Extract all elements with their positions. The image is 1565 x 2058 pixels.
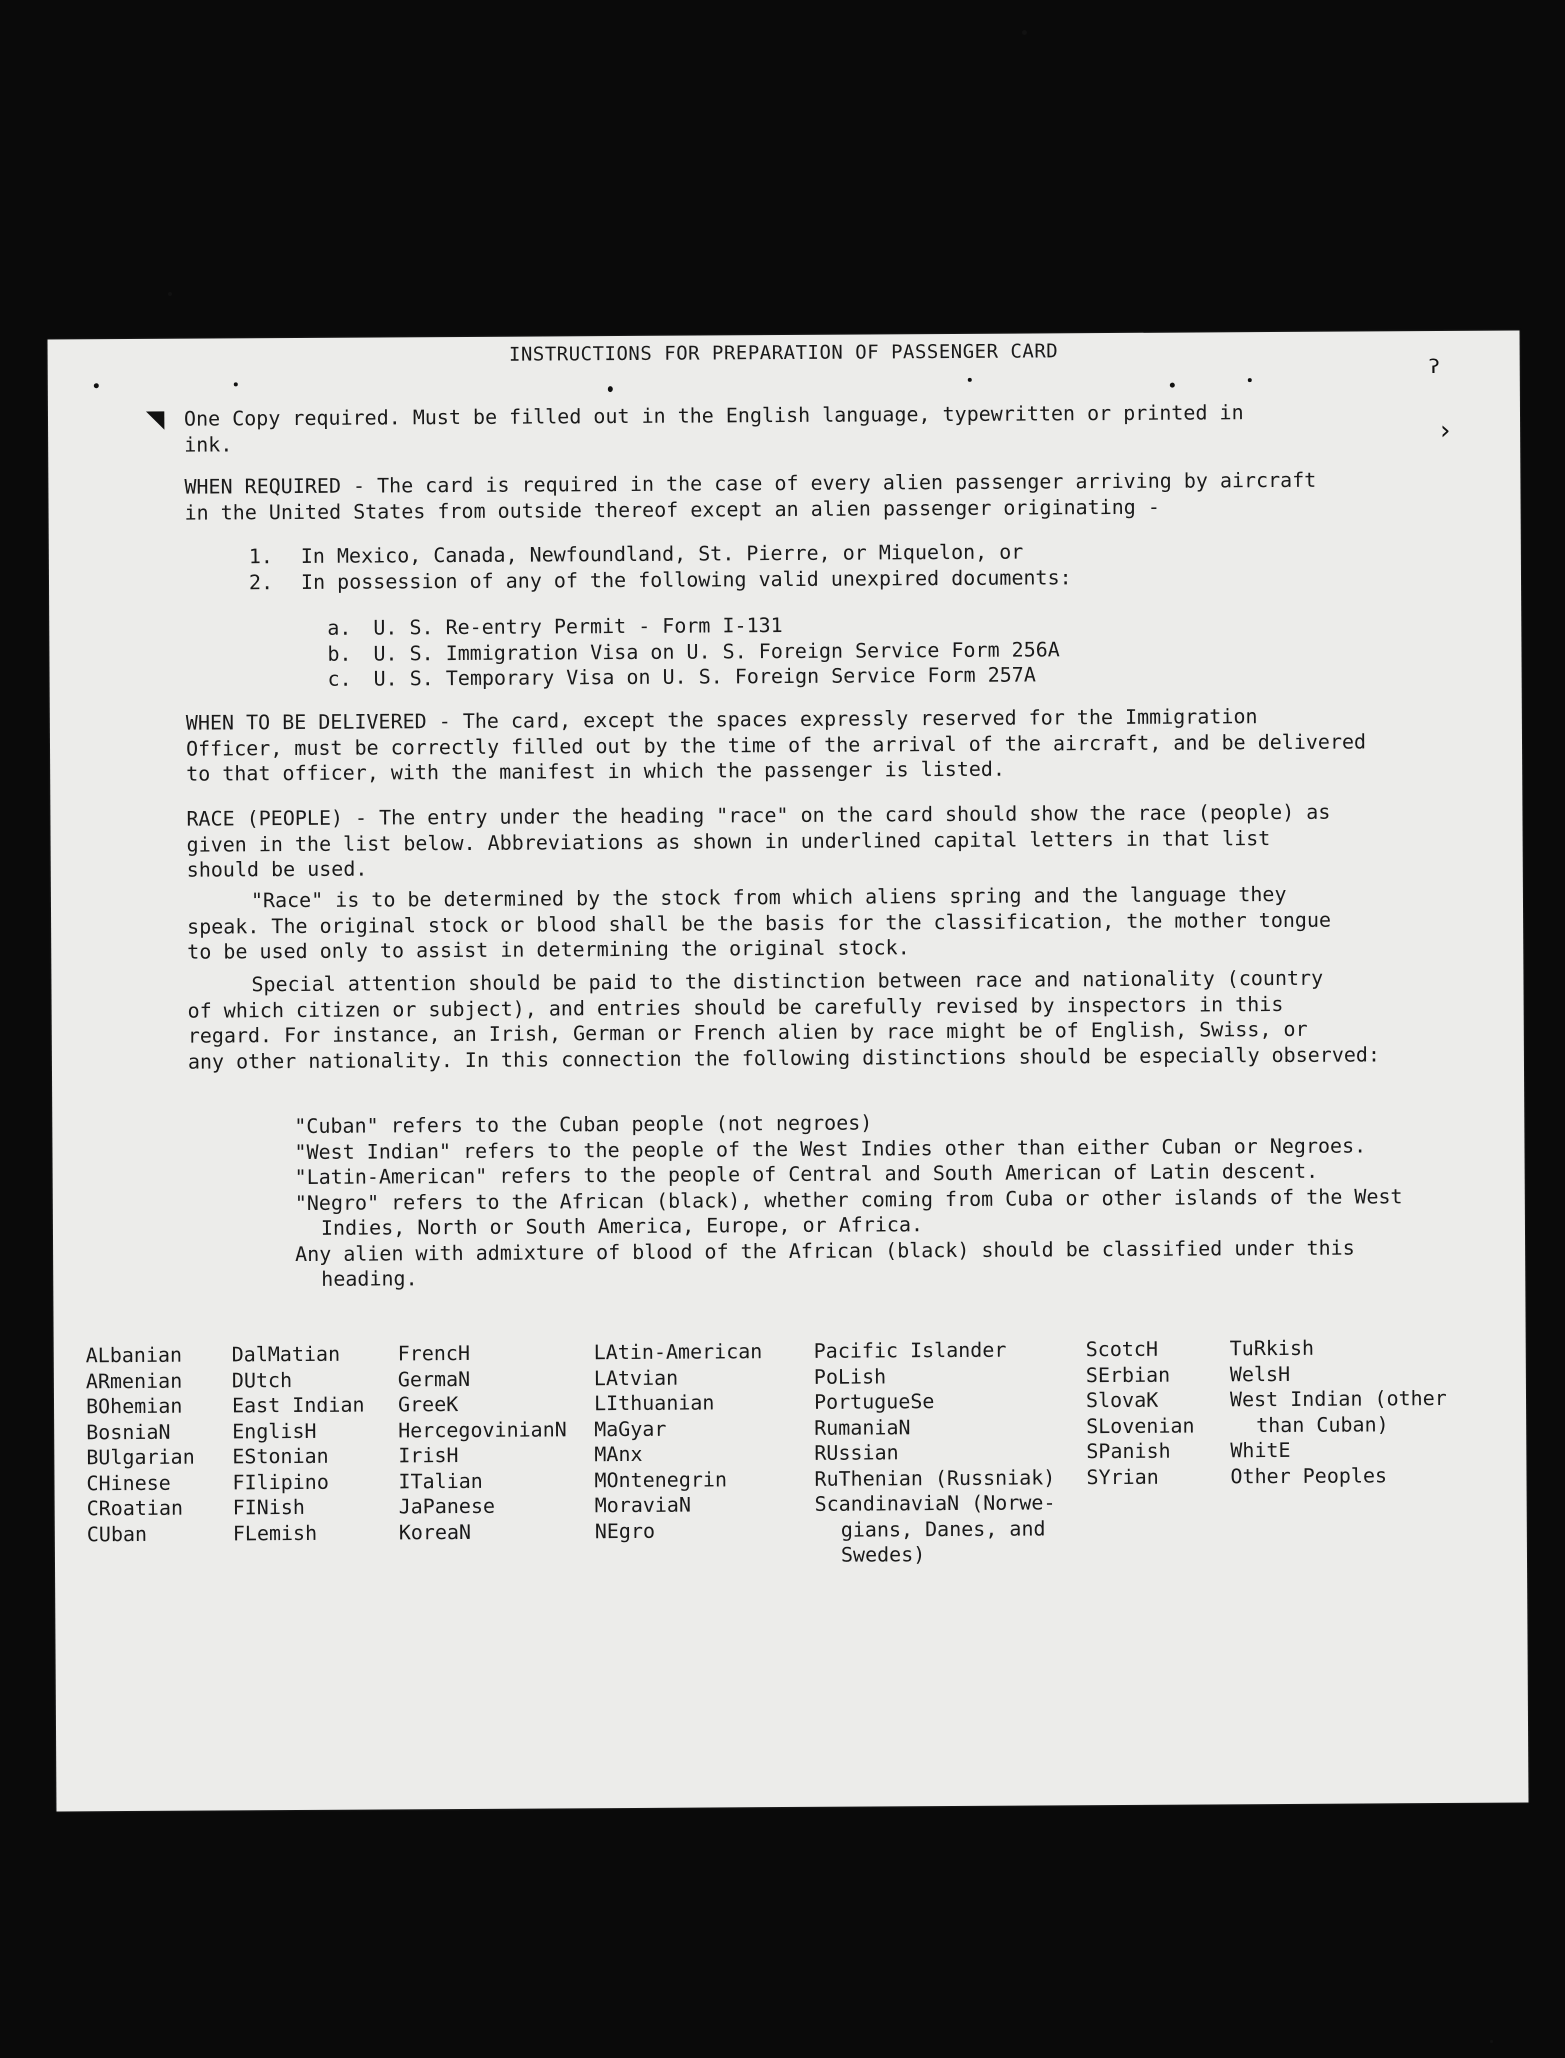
special-line: Special attention should be paid to the distinction between race and nationality (country [251,965,1324,997]
race-paragraph [186,799,1486,883]
ink-speck [1170,383,1175,388]
list-number: 1. [248,544,274,569]
race-entry: SLovenian [1086,1413,1195,1438]
race-definition-line: "Race" is to be determined by the stock from which aliens spring and the language they [250,881,1287,913]
ink-speck [1248,378,1252,382]
race-entry: HercegovinianN [398,1416,567,1442]
race-entry: PoLish [813,1363,887,1389]
definition-item: "West Indian" refers to the people of the West Indies other than either Cuban or Negroes. [294,1132,1367,1164]
ink-speck [234,382,238,386]
definition-item: Any alien with admixture of blood of the African (black) should be classified under this heading. [295,1235,1355,1291]
intro-line: ink. [184,431,233,457]
ink-speck [608,386,613,392]
instructions-document [48,331,1520,1567]
race-definition-line: speak. The original stock or blood shall be the basis for the classification, the mother tongue [187,907,1332,939]
scan-speck [168,292,172,296]
race-entry: Swedes) [840,1542,926,1567]
race-entry: ARmenian [85,1368,183,1393]
pencil-mark: ◥ [145,404,165,433]
list-text: In Mexico, Canada, Newfoundland, St. Pierre, or Miquelon, or [300,539,1024,568]
race-entry: TuRkish [1229,1335,1315,1361]
list-text: U. S. Re-entry Permit - Form I-131 [373,613,783,640]
race-column-3 [398,1340,568,1545]
intro-line: One Copy required. Must be filled out in the English language, typewritten or printed in [183,400,1244,431]
race-entry: MaGyar [594,1416,667,1441]
race-entry: SYrian [1086,1464,1159,1489]
when-delivered-line: Officer, must be correctly filled out by the time of the arrival of the aircraft, and be delivered [185,728,1367,761]
when-required-line: WHEN REQUIRED - The card is required in the case of every alien passenger arriving by aircraft [184,467,1317,499]
definitions-list [294,1107,1475,1293]
list-letter: c. [327,666,352,691]
race-entry: NEgro [594,1518,656,1543]
race-entry: SPanish [1086,1438,1171,1464]
race-entry: ScandinaviaN (Norwe- [814,1490,1056,1516]
race-entry: Other Peoples [1230,1462,1388,1488]
race-entry: Pacific Islander [813,1337,1007,1363]
race-entry: DalMatian [231,1341,341,1367]
race-entry: JaPanese [398,1493,496,1519]
race-entry: EStonian [232,1443,329,1469]
document-sheet [48,331,1529,1812]
list-letter: a. [327,615,352,640]
race-entry: West Indian (other [1229,1385,1447,1412]
race-entry: BUlgarian [86,1444,195,1470]
race-entry: ALbanian [85,1342,183,1368]
when-required-line: in the United States from outside thereof except an alien passenger originating - [184,494,1160,525]
race-entry: LIthuanian [593,1390,715,1416]
race-column-1 [86,1343,196,1548]
race-entry: WelsH [1229,1361,1291,1386]
race-entry: EnglisH [232,1418,317,1443]
definition-item: "Cuban" refers to the Cuban people (not negroes) [294,1110,873,1139]
special-attention-paragraph [187,965,1488,1075]
numbered-list [249,536,1549,595]
race-entry: MoraviaN [594,1492,692,1518]
race-column-7 [1230,1335,1448,1489]
list-text: U. S. Temporary Visa on U. S. Foreign Service Form 257A [373,662,1036,691]
race-entry: CUban [86,1521,148,1546]
race-entry: FINish [232,1494,305,1520]
race-entry: WhitE [1230,1437,1291,1463]
race-entry: gians, Danes, and [840,1515,1046,1542]
race-column-6 [1086,1337,1195,1491]
when-delivered-paragraph [186,703,1486,787]
race-definition-line: to be used only to assist in determining the original stock. [187,935,910,964]
race-entry: MAnx [594,1441,643,1467]
race-entry: GermaN [397,1366,471,1391]
race-entry: CHinese [86,1470,171,1495]
special-line: any other nationality. In this connection the following distinctions should be especially observed: [187,1041,1381,1074]
race-entry: FIlipino [232,1469,329,1494]
race-entry: MOntenegrin [594,1466,728,1492]
list-number: 2. [248,569,274,594]
race-column-4 [594,1339,764,1544]
race-entry: PortugueSe [813,1389,935,1414]
race-entry: IrisH [398,1443,459,1468]
race-entry: ITalian [398,1468,483,1493]
special-line: of which citizen or subject), and entries should be carefully revised by inspectors in this [187,991,1284,1023]
race-column-2 [232,1342,366,1547]
race-entry: DUtch [231,1367,293,1392]
pencil-mark: ˀ [1427,353,1441,394]
intro-paragraph [184,399,1484,458]
race-definition-paragraph [187,881,1487,965]
ink-speck [968,378,972,382]
when-delivered-line: to that officer, with the manifest in which the passenger is listed. [186,756,1006,786]
list-text: In possession of any of the following valid unexpired documents: [300,564,1072,594]
race-entry: BosniaN [86,1419,171,1444]
when-required-paragraph [184,467,1484,526]
race-line: should be used. [186,856,368,882]
race-column-5 [814,1337,1056,1568]
race-entry: SErbian [1085,1362,1171,1387]
race-entry: than Cuban) [1256,1411,1389,1437]
scan-speck [1490,2040,1493,2043]
race-entry: RumaniaN [814,1414,911,1440]
page-title: INSTRUCTIONS FOR PREPARATION OF PASSENGER CARD [508,340,1059,366]
race-entry: FrencH [397,1340,471,1366]
race-entry: FLemish [232,1520,318,1545]
race-line: given in the list below. Abbreviations as shown in underlined capital letters in that list [186,825,1271,857]
race-entry: ScotcH [1085,1336,1159,1362]
race-entry: CRoatian [86,1495,184,1521]
list-letter: b. [327,641,352,666]
scan-speck [1022,30,1027,35]
race-entry: KoreaN [398,1519,472,1544]
race-entry: RUssian [814,1440,899,1465]
race-line: RACE (PEOPLE) - The entry under the heading "race" on the card should show the race (people) as [186,799,1331,831]
list-text: U. S. Immigration Visa on U. S. Foreign Service Form 256A [373,636,1060,666]
race-entry: RuThenian (Russniak) [814,1464,1056,1491]
lettered-list [327,608,1565,692]
race-entry: LAtvian [593,1365,679,1390]
definition-item: "Latin-American" refers to the people of Central and South American of Latin descent. [294,1158,1319,1190]
when-delivered-line: WHEN TO BE DELIVERED - The card, except the spaces expressly reserved for the Immigration [185,704,1258,735]
race-entry: SlovaK [1085,1387,1159,1413]
ink-speck [94,383,99,388]
pencil-mark: › [1440,415,1451,447]
special-line: regard. For instance, an Irish, German or French alien by race might be of English, Swiss, or [187,1016,1308,1048]
race-entry: East Indian [231,1392,365,1418]
race-entry: BOhemian [85,1393,183,1419]
definition-item: "Negro" refers to the African (black), whether coming from Cuba or other islands of the West Indies, North or South America, Europe, or Africa. [294,1183,1403,1240]
race-entry: GreeK [397,1392,459,1417]
race-entry: LAtin-American [593,1339,763,1365]
